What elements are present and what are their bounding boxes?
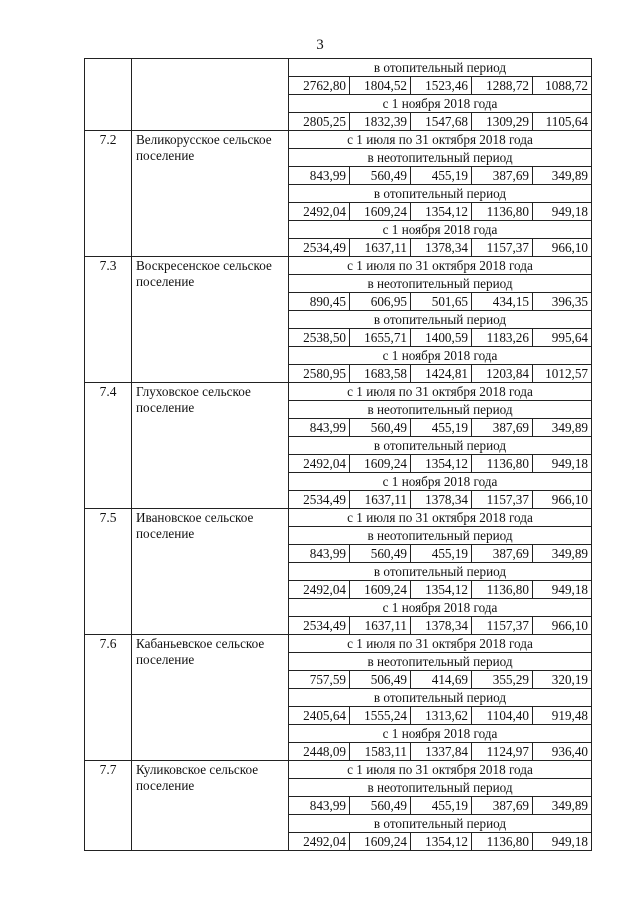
- tariff-value: 936,40: [533, 743, 592, 761]
- period-caption-row: [85, 131, 592, 149]
- tariff-value: 560,49: [350, 419, 411, 437]
- tariff-value: 387,69: [472, 419, 533, 437]
- tariff-value: 349,89: [533, 797, 592, 815]
- tariff-value: 949,18: [533, 581, 592, 599]
- period-caption-row: [85, 383, 592, 401]
- tariff-value: 1183,26: [472, 329, 533, 347]
- tariff-value: 396,35: [533, 293, 592, 311]
- tariff-value: 843,99: [289, 167, 350, 185]
- period-caption: в неотопительный период: [289, 401, 592, 419]
- period-caption: в отопительный период: [289, 815, 592, 833]
- tariff-value: 506,49: [350, 671, 411, 689]
- tariff-value: 455,19: [411, 167, 472, 185]
- tariff-value: 949,18: [533, 203, 592, 221]
- tariff-value: 1157,37: [472, 239, 533, 257]
- period-caption: с 1 ноября 2018 года: [289, 221, 592, 239]
- period-caption: с 1 июля по 31 октября 2018 года: [289, 131, 592, 149]
- tariff-value: 349,89: [533, 167, 592, 185]
- tariff-value: 1609,24: [350, 833, 411, 851]
- period-caption: с 1 июля по 31 октября 2018 года: [289, 257, 592, 275]
- tariff-value: 434,15: [472, 293, 533, 311]
- period-caption: в неотопительный период: [289, 275, 592, 293]
- period-caption-row: [85, 509, 592, 527]
- tariff-value: 387,69: [472, 545, 533, 563]
- tariff-value: 1637,11: [350, 491, 411, 509]
- section-number: 7.7: [85, 761, 132, 851]
- tariff-value: 560,49: [350, 167, 411, 185]
- tariff-value: 1609,24: [350, 581, 411, 599]
- tariff-value: 1378,34: [411, 239, 472, 257]
- tariff-value: 1637,11: [350, 617, 411, 635]
- tariff-value: 843,99: [289, 545, 350, 563]
- tariff-value: 349,89: [533, 545, 592, 563]
- tariff-value: 387,69: [472, 167, 533, 185]
- tariff-value: 1655,71: [350, 329, 411, 347]
- tariff-value: 2492,04: [289, 455, 350, 473]
- tariff-value: 890,45: [289, 293, 350, 311]
- tariff-value: 1337,84: [411, 743, 472, 761]
- tariff-value: 1157,37: [472, 491, 533, 509]
- tariff-value: 1555,24: [350, 707, 411, 725]
- tariff-value: 919,48: [533, 707, 592, 725]
- section-number: 7.2: [85, 131, 132, 257]
- tariff-value: 1354,12: [411, 833, 472, 851]
- period-caption: в отопительный период: [289, 311, 592, 329]
- tariff-value: 949,18: [533, 833, 592, 851]
- tariff-value: 1424,81: [411, 365, 472, 383]
- settlement-name: Ивановское сельское поселение: [132, 509, 289, 635]
- tariff-value: 995,64: [533, 329, 592, 347]
- tariff-value: 757,59: [289, 671, 350, 689]
- tariff-value: 1804,52: [350, 77, 411, 95]
- tariff-value: 2580,95: [289, 365, 350, 383]
- period-caption: с 1 июля по 31 октября 2018 года: [289, 635, 592, 653]
- section-number: 7.3: [85, 257, 132, 383]
- tariff-value: 560,49: [350, 545, 411, 563]
- period-caption: в отопительный период: [289, 563, 592, 581]
- period-caption: с 1 ноября 2018 года: [289, 473, 592, 491]
- tariff-value: 1313,62: [411, 707, 472, 725]
- tariff-value: 1088,72: [533, 77, 592, 95]
- tariff-value: 1400,59: [411, 329, 472, 347]
- tariff-value: 1157,37: [472, 617, 533, 635]
- settlement-name: Великорусское сельское поселение: [132, 131, 289, 257]
- tariff-value: 1288,72: [472, 77, 533, 95]
- settlement-name: [132, 59, 289, 131]
- tariff-value: 1012,57: [533, 365, 592, 383]
- period-caption: с 1 ноября 2018 года: [289, 347, 592, 365]
- period-caption: с 1 июля по 31 октября 2018 года: [289, 509, 592, 527]
- tariff-value: 1354,12: [411, 203, 472, 221]
- tariff-value: 2492,04: [289, 833, 350, 851]
- tariff-value: 1136,80: [472, 581, 533, 599]
- tariff-value: 2492,04: [289, 581, 350, 599]
- tariff-value: 1378,34: [411, 617, 472, 635]
- tariff-value: 455,19: [411, 419, 472, 437]
- tariff-value: 2492,04: [289, 203, 350, 221]
- tariff-value: 455,19: [411, 545, 472, 563]
- tariff-value: 2534,49: [289, 239, 350, 257]
- tariff-value: 1136,80: [472, 203, 533, 221]
- tariff-value: 455,19: [411, 797, 472, 815]
- period-caption-row: [85, 635, 592, 653]
- tariff-value: 1683,58: [350, 365, 411, 383]
- period-caption: в неотопительный период: [289, 779, 592, 797]
- period-caption: с 1 ноября 2018 года: [289, 725, 592, 743]
- settlement-name: Воскресенское сельское поселение: [132, 257, 289, 383]
- section-number: 7.4: [85, 383, 132, 509]
- period-caption: в отопительный период: [289, 689, 592, 707]
- tariff-value: 501,65: [411, 293, 472, 311]
- tariff-value: 2762,80: [289, 77, 350, 95]
- tariff-value: 966,10: [533, 617, 592, 635]
- tariff-value: 1378,34: [411, 491, 472, 509]
- tariff-value: 1354,12: [411, 581, 472, 599]
- tariff-value: 2405,64: [289, 707, 350, 725]
- tariff-value: 2534,49: [289, 491, 350, 509]
- tariff-value: 1203,84: [472, 365, 533, 383]
- tariff-value: 1609,24: [350, 455, 411, 473]
- section-number: 7.6: [85, 635, 132, 761]
- period-caption: в неотопительный период: [289, 653, 592, 671]
- section-number: [85, 59, 132, 131]
- tariff-value: 560,49: [350, 797, 411, 815]
- tariff-value: 1104,40: [472, 707, 533, 725]
- tariff-value: 1354,12: [411, 455, 472, 473]
- tariff-value: 355,29: [472, 671, 533, 689]
- tariff-value: 843,99: [289, 797, 350, 815]
- tariff-value: 1547,68: [411, 113, 472, 131]
- tariff-value: 1136,80: [472, 455, 533, 473]
- settlement-name: Глуховское сельское поселение: [132, 383, 289, 509]
- tariff-value: 966,10: [533, 239, 592, 257]
- tariff-value: 606,95: [350, 293, 411, 311]
- tariff-value: 2538,50: [289, 329, 350, 347]
- tariff-value: 843,99: [289, 419, 350, 437]
- tariff-value: 1124,97: [472, 743, 533, 761]
- settlement-name: Кабаньевское сельское поселение: [132, 635, 289, 761]
- tariff-value: 349,89: [533, 419, 592, 437]
- tariff-table: [84, 58, 592, 851]
- period-caption: с 1 июля по 31 октября 2018 года: [289, 761, 592, 779]
- tariff-value: 966,10: [533, 491, 592, 509]
- tariff-value: 949,18: [533, 455, 592, 473]
- tariff-table-body: [85, 59, 592, 851]
- period-caption: с 1 июля по 31 октября 2018 года: [289, 383, 592, 401]
- period-caption: в отопительный период: [289, 437, 592, 455]
- tariff-value: 1136,80: [472, 833, 533, 851]
- tariff-value: 1583,11: [350, 743, 411, 761]
- tariff-value: 1309,29: [472, 113, 533, 131]
- tariff-value: 387,69: [472, 797, 533, 815]
- period-caption: в отопительный период: [289, 59, 592, 77]
- tariff-value: 2534,49: [289, 617, 350, 635]
- section-number: 7.5: [85, 509, 132, 635]
- page-number: 3: [316, 37, 324, 53]
- settlement-name: Куликовское сельское поселение: [132, 761, 289, 851]
- period-caption-row: [85, 59, 592, 77]
- period-caption-row: [85, 761, 592, 779]
- tariff-value: 1832,39: [350, 113, 411, 131]
- period-caption: с 1 ноября 2018 года: [289, 95, 592, 113]
- tariff-value: 1637,11: [350, 239, 411, 257]
- period-caption: в неотопительный период: [289, 149, 592, 167]
- tariff-value: 1523,46: [411, 77, 472, 95]
- tariff-value: 414,69: [411, 671, 472, 689]
- period-caption: в отопительный период: [289, 185, 592, 203]
- tariff-value: 2448,09: [289, 743, 350, 761]
- period-caption: с 1 ноября 2018 года: [289, 599, 592, 617]
- tariff-value: 2805,25: [289, 113, 350, 131]
- tariff-value: 1609,24: [350, 203, 411, 221]
- period-caption: в неотопительный период: [289, 527, 592, 545]
- period-caption-row: [85, 257, 592, 275]
- tariff-value: 320,19: [533, 671, 592, 689]
- tariff-value: 1105,64: [533, 113, 592, 131]
